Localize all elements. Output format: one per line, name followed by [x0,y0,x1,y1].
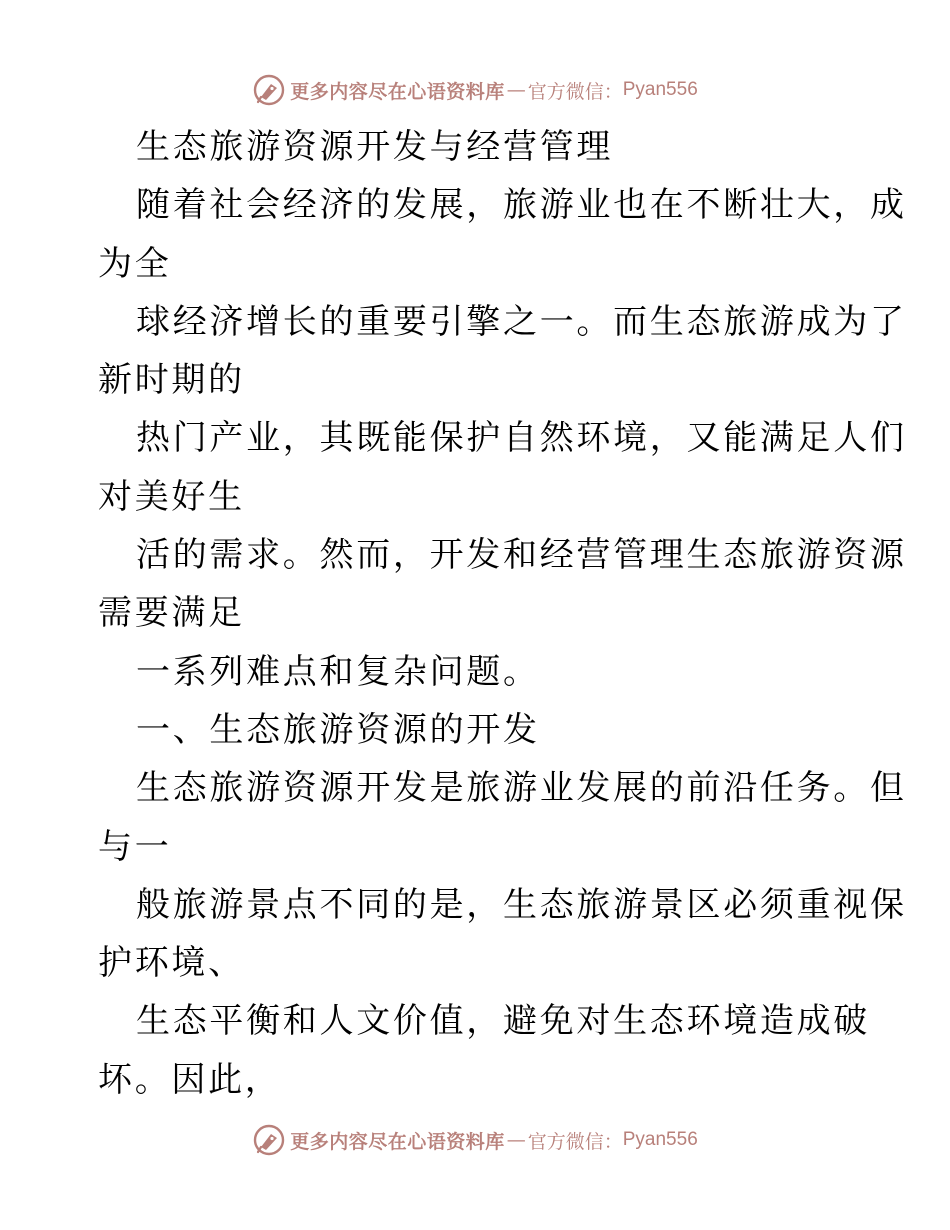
text-line: 生态平衡和人文价值，避免对生态环境造成破 [136,1001,870,1042]
watermark-site-text: 更多内容尽在心语资料库 [290,1130,505,1153]
watermark-site-text: 更多内容尽在心语资料库 [290,80,505,103]
header-watermark [0,70,950,110]
pen-nib-circle-icon [252,1123,286,1157]
text-line: 需要满足 [98,593,245,634]
text-line: 与一 [98,826,172,867]
watermark-wechat-id: Pyan556 [622,79,698,100]
document-body [98,118,907,1109]
text-line: 一、生态旅游资源的开发 [136,709,540,750]
text-line: 护环境、 [98,943,245,984]
text-line: 生态旅游资源开发是旅游业发展的前沿任务。但 [136,768,907,809]
text-line: 坏。因此， [98,1059,282,1100]
text-line: 活的需求。然而，开发和经营管理生态旅游资源 [136,535,907,576]
text-line: 般旅游景点不同的是，生态旅游景区必须重视保 [136,884,907,925]
text-line: 生态旅游资源开发与经营管理 [136,127,614,167]
watermark-dash: — [506,79,524,101]
watermark-wechat-id: Pyan556 [622,1129,698,1150]
watermark-dash: — [506,1129,524,1151]
text-line: 对美好生 [98,476,245,517]
footer-watermark [0,1120,950,1160]
watermark-wechat-label: 官方微信： [527,80,623,103]
text-line: 为全 [98,243,172,284]
watermark-wechat-label: 官方微信： [527,1130,623,1153]
pen-nib-circle-icon [252,73,286,107]
text-line: 随着社会经济的发展，旅游业也在不断壮大，成 [136,185,907,226]
text-line: 一系列难点和复杂问题。 [136,651,540,692]
text-line: 热门产业，其既能保护自然环境，又能满足人们 [136,418,907,459]
text-line: 球经济增长的重要引擎之一。而生态旅游成为了 [136,301,907,342]
text-line: 新时期的 [98,360,245,401]
